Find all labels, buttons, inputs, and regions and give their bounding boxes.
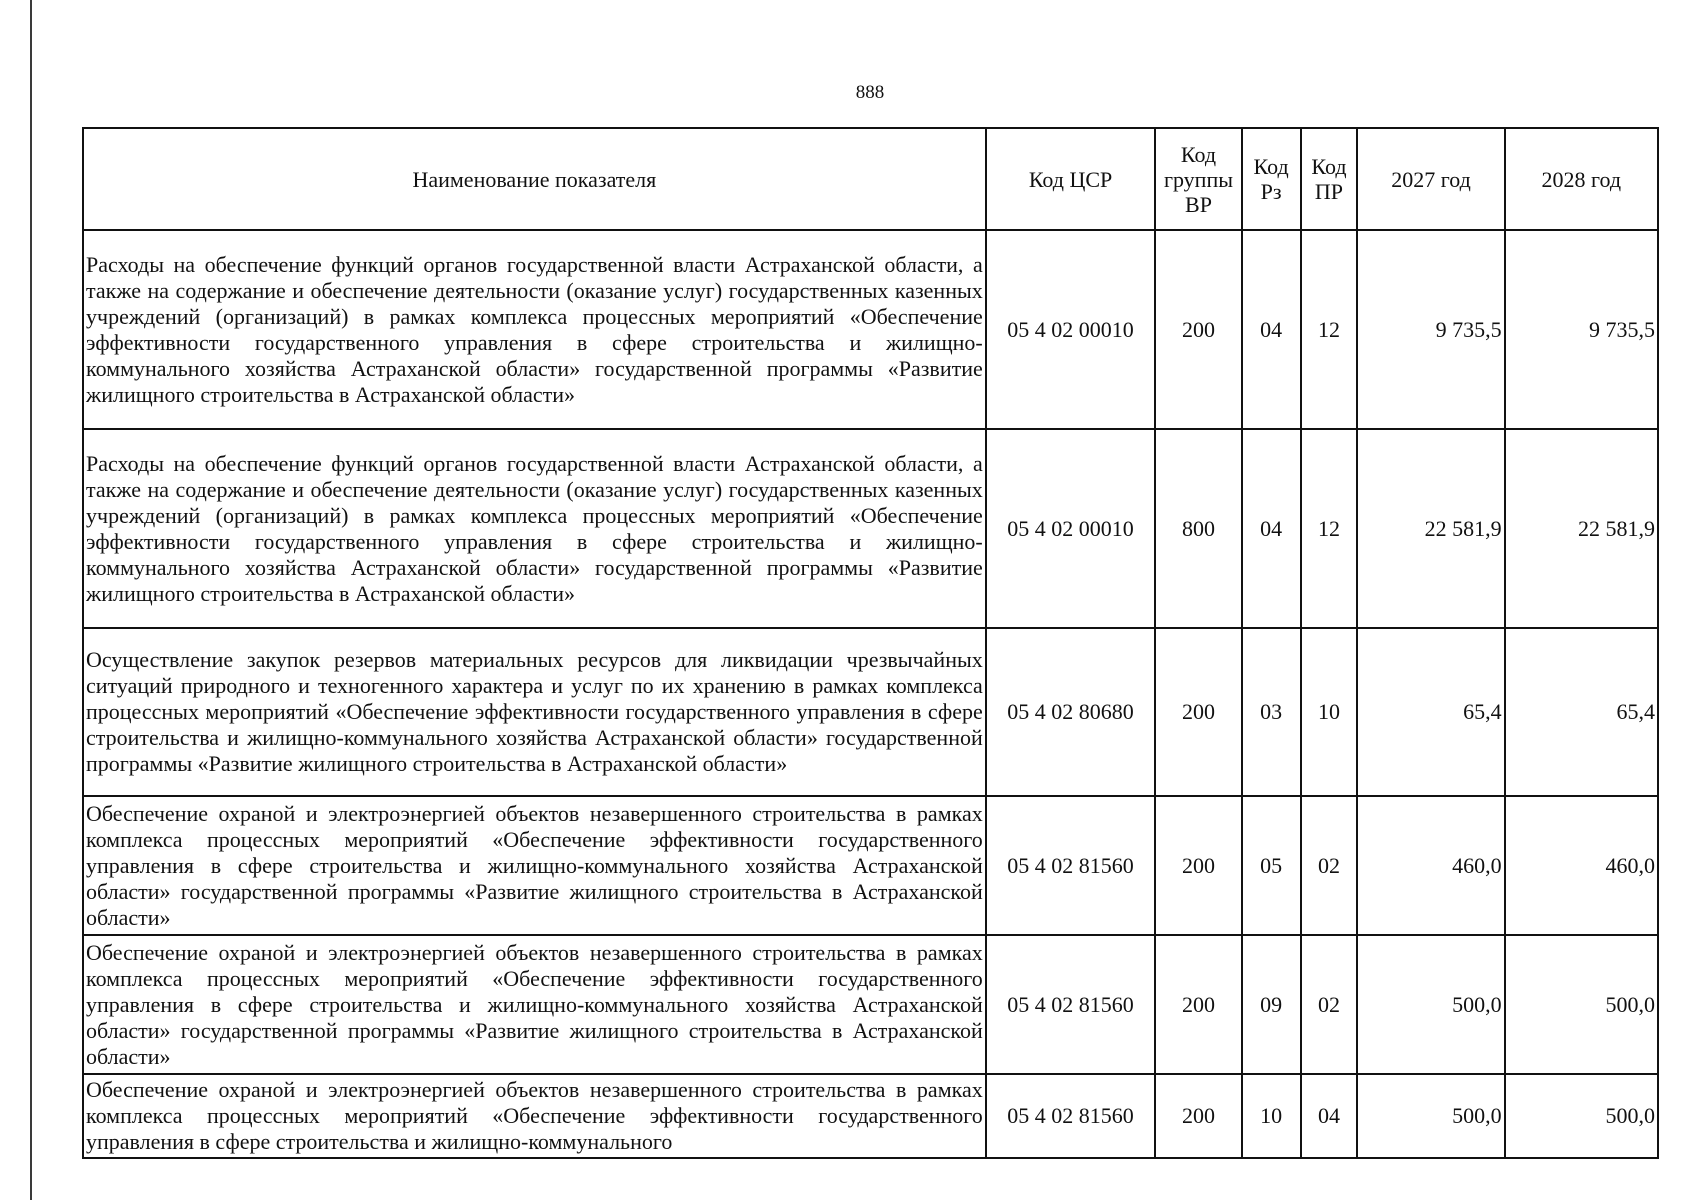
cell-csr-code: 05 4 02 00010 — [986, 230, 1156, 429]
table-row — [83, 935, 1658, 1074]
table-row — [83, 628, 1658, 796]
cell-vr-code: 800 — [1155, 429, 1241, 628]
cell-name: Расходы на обеспечение функций органов государственной власти Астраханской области, а также на содержание и обеспечение деятельности (оказание услуг) государственных казенных учреждений (организаций) в рамках комплекса процессных мероприятий «Обеспечение эффективности государственного управления в сфере строительства и жилищно-коммунального хозяйства Астраханской области» государственной программы «Развитие жилищного строительства в Астраханской области» — [83, 230, 986, 429]
cell-amount-2028: 460,0 — [1505, 796, 1658, 935]
cell-pr-code: 02 — [1301, 935, 1358, 1074]
cell-amount-2027: 460,0 — [1357, 796, 1504, 935]
table-header-row — [83, 128, 1658, 230]
cell-vr-code: 200 — [1155, 1074, 1241, 1158]
cell-amount-2027: 500,0 — [1357, 1074, 1504, 1158]
table-row — [83, 796, 1658, 935]
cell-amount-2027: 65,4 — [1357, 628, 1504, 796]
header-pr-code: Код ПР — [1301, 128, 1358, 230]
cell-pr-code: 12 — [1301, 429, 1358, 628]
cell-csr-code: 05 4 02 81560 — [986, 935, 1156, 1074]
header-vr-code: Код группы ВР — [1155, 128, 1241, 230]
cell-amount-2028: 500,0 — [1505, 1074, 1658, 1158]
header-rz-code: Код Рз — [1242, 128, 1301, 230]
cell-rz-code: 04 — [1242, 230, 1301, 429]
cell-vr-code: 200 — [1155, 796, 1241, 935]
cell-pr-code: 10 — [1301, 628, 1358, 796]
cell-amount-2028: 65,4 — [1505, 628, 1658, 796]
cell-name: Обеспечение охраной и электроэнергией объектов незавершенного строительства в рамках комплекса процессных мероприятий «Обеспечение эффективности государственного управления в сфере строительства и жилищно-коммунального хозяйства Астраханской области» государственной программы «Развитие жилищного строительства в Астраханской области» — [83, 935, 986, 1074]
cell-amount-2028: 22 581,9 — [1505, 429, 1658, 628]
header-name: Наименование показателя — [83, 128, 986, 230]
cell-name: Расходы на обеспечение функций органов государственной власти Астраханской области, а также на содержание и обеспечение деятельности (оказание услуг) государственных казенных учреждений (организаций) в рамках комплекса процессных мероприятий «Обеспечение эффективности государственного управления в сфере строительства и жилищно-коммунального хозяйства Астраханской области» государственной программы «Развитие жилищного строительства в Астраханской области» — [83, 429, 986, 628]
cell-csr-code: 05 4 02 00010 — [986, 429, 1156, 628]
table-row — [83, 230, 1658, 429]
header-year-2027: 2027 год — [1357, 128, 1504, 230]
cell-csr-code: 05 4 02 81560 — [986, 1074, 1156, 1158]
page-number: 888 — [855, 82, 885, 103]
cell-csr-code: 05 4 02 81560 — [986, 796, 1156, 935]
cell-amount-2028: 9 735,5 — [1505, 230, 1658, 429]
cell-amount-2027: 22 581,9 — [1357, 429, 1504, 628]
table-row — [83, 429, 1658, 628]
cell-name: Осуществление закупок резервов материальных ресурсов для ликвидации чрезвычайных ситуаций природного и техногенного характера и услуг по их хранению в рамках комплекса процессных мероприятий «Обеспечение эффективности государственного управления в сфере строительства и жилищно-коммунального хозяйства Астраханской области» государственной программы «Развитие жилищного строительства в Астраханской области» — [83, 628, 986, 796]
table-row — [83, 1074, 1658, 1158]
cell-name — [83, 1074, 986, 1158]
cell-vr-code: 200 — [1155, 628, 1241, 796]
cell-vr-code: 200 — [1155, 230, 1241, 429]
cell-csr-code: 05 4 02 80680 — [986, 628, 1156, 796]
cell-amount-2027: 500,0 — [1357, 935, 1504, 1074]
cell-vr-code: 200 — [1155, 935, 1241, 1074]
budget-table — [82, 127, 1659, 1159]
cell-rz-code: 10 — [1242, 1074, 1301, 1158]
page-margin-line — [30, 0, 32, 1200]
cell-rz-code: 09 — [1242, 935, 1301, 1074]
cell-pr-code: 04 — [1301, 1074, 1358, 1158]
cell-rz-code: 03 — [1242, 628, 1301, 796]
cell-pr-code: 02 — [1301, 796, 1358, 935]
cell-amount-2028: 500,0 — [1505, 935, 1658, 1074]
cell-name-text: Обеспечение охраной и электроэнергией объектов незавершенного строительства в рамках комплекса процессных мероприятий «Обеспечение эффективности государственного управления в сфере строительства и жилищно-коммунального — [86, 1077, 983, 1154]
cell-name: Обеспечение охраной и электроэнергией объектов незавершенного строительства в рамках комплекса процессных мероприятий «Обеспечение эффективности государственного управления в сфере строительства и жилищно-коммунального хозяйства Астраханской области» государственной программы «Развитие жилищного строительства в Астраханской области» — [83, 796, 986, 935]
header-year-2028: 2028 год — [1505, 128, 1658, 230]
cell-amount-2027: 9 735,5 — [1357, 230, 1504, 429]
cell-rz-code: 04 — [1242, 429, 1301, 628]
cell-rz-code: 05 — [1242, 796, 1301, 935]
header-csr-code: Код ЦСР — [986, 128, 1156, 230]
cell-pr-code: 12 — [1301, 230, 1358, 429]
